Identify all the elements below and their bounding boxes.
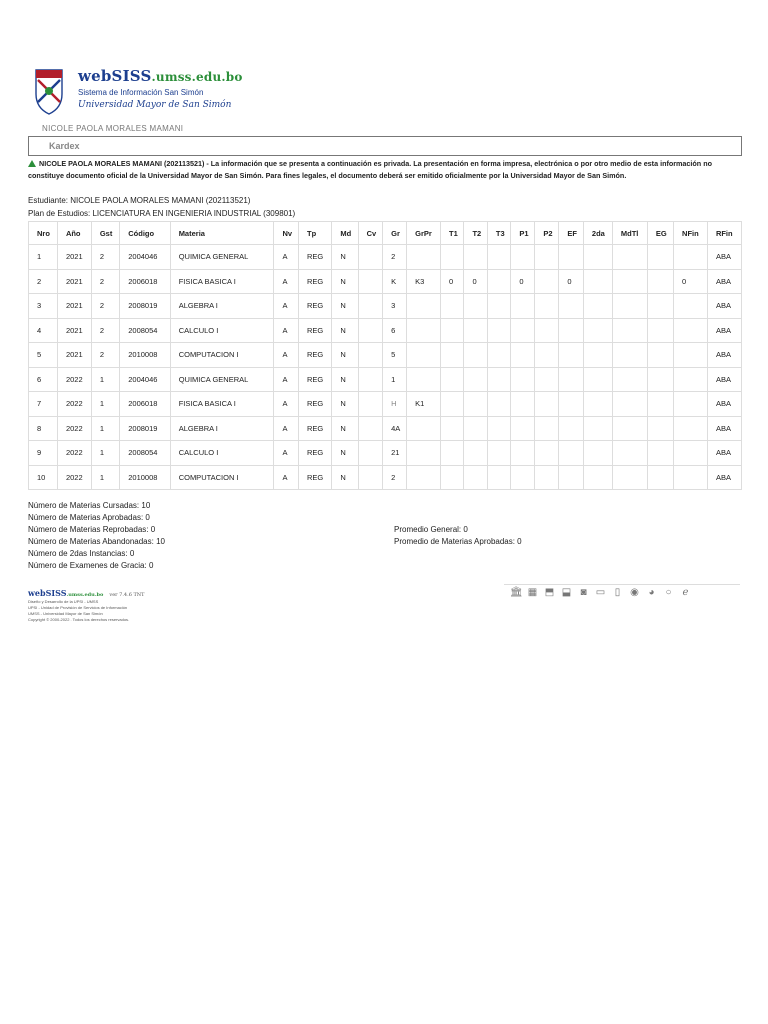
table-cell: 2 — [91, 294, 119, 319]
table-cell: 2008054 — [120, 318, 170, 343]
table-cell — [511, 294, 535, 319]
table-cell — [441, 318, 464, 343]
table-cell: A — [274, 392, 299, 417]
table-cell: FISICA BASICA I — [170, 392, 274, 417]
table-cell — [511, 416, 535, 441]
table-cell — [674, 318, 708, 343]
table-cell — [559, 245, 584, 270]
table-cell: 5 — [383, 343, 407, 368]
column-header: Nv — [274, 222, 299, 245]
table-cell — [559, 367, 584, 392]
table-row — [29, 392, 742, 417]
chrome-icon[interactable]: ◉ — [630, 587, 639, 598]
table-cell — [441, 343, 464, 368]
table-cell: N — [332, 416, 358, 441]
table-cell — [583, 465, 612, 490]
table-body — [29, 245, 742, 490]
table-cell: A — [274, 318, 299, 343]
table-cell — [487, 269, 510, 294]
table-cell: 6 — [383, 318, 407, 343]
table-cell: FISICA BASICA I — [170, 269, 274, 294]
column-header: T1 — [441, 222, 464, 245]
table-cell: ABA — [707, 416, 741, 441]
table-cell: REG — [299, 294, 332, 319]
table-cell: N — [332, 245, 358, 270]
stat-cursadas: Número de Materias Cursadas: 10 — [28, 501, 151, 510]
plan-line: Plan de Estudios: LICENCIATURA EN INGENIERIA INDUSTRIAL (309801) — [28, 209, 296, 218]
column-header: Nro — [29, 222, 58, 245]
table-cell — [583, 318, 612, 343]
table-cell — [441, 294, 464, 319]
table-cell: 2008019 — [120, 416, 170, 441]
table-cell — [535, 392, 559, 417]
table-cell — [612, 343, 647, 368]
table-cell — [407, 416, 441, 441]
table-row — [29, 245, 742, 270]
table-cell — [535, 269, 559, 294]
table-cell — [674, 416, 708, 441]
table-cell: H — [383, 392, 407, 417]
table-cell: 2021 — [57, 245, 91, 270]
table-cell — [612, 318, 647, 343]
footer-icons — [510, 587, 691, 599]
table-cell — [612, 294, 647, 319]
table-cell: 0 — [464, 269, 487, 294]
table-cell — [407, 294, 441, 319]
table-cell — [674, 294, 708, 319]
table-cell — [674, 343, 708, 368]
table-cell — [487, 441, 510, 466]
stats-left — [28, 500, 165, 572]
table-row — [29, 416, 742, 441]
table-cell — [358, 318, 383, 343]
table-cell: 7 — [29, 392, 58, 417]
footer-credits: Diseño y Desarrollo de la UPSI - UMSS UPSI - Unidad de Provisión de Servicios de Información UMSS - Universidad Mayor de San Simón Copyright © 2000-2022 . Todos los derechos reservados. — [28, 599, 130, 622]
column-header: 2da — [583, 222, 612, 245]
table-cell: 1 — [91, 465, 119, 490]
table-cell — [612, 245, 647, 270]
table-cell — [647, 392, 673, 417]
table-cell — [583, 343, 612, 368]
table-cell: 4A — [383, 416, 407, 441]
table-cell — [464, 416, 487, 441]
table-cell: 2 — [29, 269, 58, 294]
table-cell: 1 — [383, 367, 407, 392]
table-cell — [612, 367, 647, 392]
table-cell: N — [332, 269, 358, 294]
table-cell — [511, 318, 535, 343]
table-cell — [358, 465, 383, 490]
table-cell — [464, 392, 487, 417]
table-cell: 1 — [91, 416, 119, 441]
table-cell — [647, 416, 673, 441]
table-cell — [407, 367, 441, 392]
table-cell: 0 — [674, 269, 708, 294]
stat-reprobadas: Número de Materias Reprobadas: 0 — [28, 525, 156, 534]
table-cell — [407, 318, 441, 343]
column-header: Gr — [383, 222, 407, 245]
column-header: NFin — [674, 222, 708, 245]
table-cell: 3 — [29, 294, 58, 319]
table-cell: ABA — [707, 392, 741, 417]
table-cell — [647, 343, 673, 368]
table-cell: REG — [299, 441, 332, 466]
table-cell — [647, 441, 673, 466]
table-cell: N — [332, 465, 358, 490]
table-cell: 1 — [29, 245, 58, 270]
section-title: Kardex — [49, 141, 80, 151]
table-cell — [674, 441, 708, 466]
table-cell: K — [383, 269, 407, 294]
table-cell — [511, 245, 535, 270]
table-cell — [612, 441, 647, 466]
table-cell: COMPUTACION I — [170, 343, 274, 368]
table-cell: N — [332, 392, 358, 417]
table-cell: 2021 — [57, 269, 91, 294]
table-cell: ABA — [707, 269, 741, 294]
table-cell — [358, 441, 383, 466]
table-cell — [583, 392, 612, 417]
table-cell — [583, 367, 612, 392]
table-cell: K1 — [407, 392, 441, 417]
table-cell — [612, 392, 647, 417]
table-cell: ABA — [707, 441, 741, 466]
column-header: EF — [559, 222, 584, 245]
table-cell: CALCULO I — [170, 318, 274, 343]
table-cell — [583, 294, 612, 319]
table-cell — [583, 416, 612, 441]
column-header: GrPr — [407, 222, 441, 245]
table-cell: A — [274, 245, 299, 270]
table-cell — [674, 367, 708, 392]
table-cell: 9 — [29, 441, 58, 466]
table-cell: ABA — [707, 343, 741, 368]
table-cell — [464, 367, 487, 392]
table-cell — [511, 392, 535, 417]
table-cell — [647, 269, 673, 294]
table-cell — [511, 343, 535, 368]
table-cell — [559, 416, 584, 441]
table-cell: ALGEBRA I — [170, 294, 274, 319]
table-cell — [441, 367, 464, 392]
stat-promedio-general: Promedio General: 0 — [394, 525, 468, 534]
brand-subtitle: Sistema de Información San Simón — [78, 88, 204, 97]
table-cell: 5 — [29, 343, 58, 368]
table-cell — [487, 294, 510, 319]
table-row — [29, 441, 742, 466]
table-cell — [535, 343, 559, 368]
table-cell — [441, 416, 464, 441]
table-cell: 2022 — [57, 367, 91, 392]
table-cell: REG — [299, 416, 332, 441]
table-cell — [464, 343, 487, 368]
table-cell: A — [274, 343, 299, 368]
opera-icon[interactable]: ○ — [665, 587, 672, 598]
table-cell — [535, 294, 559, 319]
footer-branding — [28, 588, 145, 623]
footer-divider — [504, 584, 740, 585]
table-cell: 2021 — [57, 343, 91, 368]
column-header: Gst — [91, 222, 119, 245]
table-cell — [407, 343, 441, 368]
table-row — [29, 269, 742, 294]
table-cell: REG — [299, 245, 332, 270]
table-cell — [647, 294, 673, 319]
table-cell: 2006018 — [120, 269, 170, 294]
table-cell: CALCULO I — [170, 441, 274, 466]
table-cell: REG — [299, 367, 332, 392]
stats-right — [394, 524, 522, 548]
institution-icon[interactable]: 🏛 — [510, 587, 523, 598]
table-cell: ABA — [707, 245, 741, 270]
table-cell: 2021 — [57, 318, 91, 343]
table-cell — [559, 343, 584, 368]
firefox-icon[interactable]: ◕ — [648, 587, 655, 598]
table-cell — [559, 294, 584, 319]
table-row — [29, 294, 742, 319]
table-cell: 0 — [559, 269, 584, 294]
table-cell — [511, 367, 535, 392]
stat-segundas: Número de 2das Instancias: 0 — [28, 549, 135, 558]
table-cell — [441, 441, 464, 466]
table-cell — [358, 392, 383, 417]
table-cell — [358, 294, 383, 319]
table-cell: 10 — [29, 465, 58, 490]
table-cell: 2 — [91, 269, 119, 294]
table-cell: K3 — [407, 269, 441, 294]
table-cell: A — [274, 367, 299, 392]
footer-version: ver 7.4.6 TNT — [109, 592, 145, 598]
table-cell: 2 — [91, 343, 119, 368]
kardex-table — [28, 221, 742, 490]
table-cell: 2022 — [57, 441, 91, 466]
table-cell: 2008019 — [120, 294, 170, 319]
table-cell — [612, 416, 647, 441]
table-cell: 2010008 — [120, 343, 170, 368]
table-row — [29, 343, 742, 368]
table-cell — [647, 465, 673, 490]
table-cell: 2021 — [57, 294, 91, 319]
table-cell: 2 — [91, 245, 119, 270]
column-header: Código — [120, 222, 170, 245]
table-cell — [487, 465, 510, 490]
column-header: RFin — [707, 222, 741, 245]
table-cell: QUIMICA GENERAL — [170, 367, 274, 392]
table-cell: 2022 — [57, 465, 91, 490]
table-cell — [559, 465, 584, 490]
table-cell: N — [332, 318, 358, 343]
table-cell: 0 — [441, 269, 464, 294]
table-cell — [583, 269, 612, 294]
table-cell: REG — [299, 269, 332, 294]
table-cell — [358, 416, 383, 441]
table-cell: 0 — [511, 269, 535, 294]
table-cell: A — [274, 269, 299, 294]
table-cell — [535, 465, 559, 490]
table-cell: 2022 — [57, 416, 91, 441]
table-cell: ABA — [707, 465, 741, 490]
warning-icon — [28, 160, 36, 167]
table-cell — [559, 392, 584, 417]
table-cell: 6 — [29, 367, 58, 392]
column-header: Tp — [299, 222, 332, 245]
column-header: T2 — [464, 222, 487, 245]
table-cell — [535, 245, 559, 270]
column-header: P2 — [535, 222, 559, 245]
stat-gracia: Número de Examenes de Gracia: 0 — [28, 561, 154, 570]
table-cell: 1 — [91, 367, 119, 392]
table-cell: ABA — [707, 318, 741, 343]
table-cell — [487, 392, 510, 417]
table-cell — [647, 318, 673, 343]
brand-block — [78, 67, 243, 110]
css3-icon[interactable]: ⬓ — [561, 587, 572, 598]
table-cell: 4 — [29, 318, 58, 343]
table-cell: REG — [299, 392, 332, 417]
skype-icon[interactable]: ◙ — [580, 587, 587, 598]
html5-icon[interactable]: ⬒ — [544, 587, 555, 598]
table-cell — [407, 465, 441, 490]
table-cell: 2008054 — [120, 441, 170, 466]
column-header: Año — [57, 222, 91, 245]
table-cell — [535, 318, 559, 343]
column-header: T3 — [487, 222, 510, 245]
table-cell: A — [274, 465, 299, 490]
table-cell — [358, 269, 383, 294]
column-header: Md — [332, 222, 358, 245]
table-cell: 2004046 — [120, 245, 170, 270]
column-header: Materia — [170, 222, 274, 245]
table-cell: 1 — [91, 441, 119, 466]
table-cell — [647, 367, 673, 392]
table-cell — [647, 245, 673, 270]
table-cell: N — [332, 294, 358, 319]
table-cell — [511, 441, 535, 466]
table-cell: ABA — [707, 294, 741, 319]
table-cell: N — [332, 441, 358, 466]
table-row — [29, 318, 742, 343]
table-cell: 2006018 — [120, 392, 170, 417]
table-cell — [441, 465, 464, 490]
table-cell — [407, 441, 441, 466]
table-cell: REG — [299, 465, 332, 490]
table-cell — [674, 465, 708, 490]
table-cell: N — [332, 367, 358, 392]
table-cell: COMPUTACION I — [170, 465, 274, 490]
table-cell — [559, 318, 584, 343]
table-cell — [535, 367, 559, 392]
table-cell: 2010008 — [120, 465, 170, 490]
table-cell — [441, 392, 464, 417]
table-cell: 3 — [383, 294, 407, 319]
ie-icon[interactable]: ℯ — [682, 587, 689, 598]
table-cell — [583, 441, 612, 466]
table-cell: 2 — [383, 465, 407, 490]
table-cell: A — [274, 416, 299, 441]
table-cell — [487, 245, 510, 270]
table-cell — [511, 465, 535, 490]
table-cell — [407, 245, 441, 270]
notice-text: NICOLE PAOLA MORALES MAMANI (202113521) - La información que se presenta a continuación es privada. La presentación en forma impresa, electrónica o por otro medio de esta información no constituye documento oficial de la Universidad Mayor de San Simón. Para fines legales, el documento deberá ser emitido oficialmente por la Universidad Mayor de San Simón. — [28, 159, 712, 180]
table-cell: 2 — [383, 245, 407, 270]
table-cell: 2 — [91, 318, 119, 343]
university-name: Universidad Mayor de San Simón — [78, 100, 232, 110]
stat-aprobadas: Número de Materias Aprobadas: 0 — [28, 513, 150, 522]
table-cell — [535, 416, 559, 441]
table-cell — [583, 245, 612, 270]
window-icon[interactable]: ▭ — [595, 587, 606, 598]
table-header-row — [29, 222, 742, 245]
column-header: EG — [647, 222, 673, 245]
table-cell: ALGEBRA I — [170, 416, 274, 441]
table-cell — [464, 441, 487, 466]
table-cell — [487, 318, 510, 343]
student-line: Estudiante: NICOLE PAOLA MORALES MAMANI (202113521) — [28, 196, 251, 205]
table-cell — [674, 392, 708, 417]
table-cell: 2022 — [57, 392, 91, 417]
mobile-icon[interactable]: ▯ — [614, 587, 621, 598]
table-cell — [612, 465, 647, 490]
table-cell — [612, 269, 647, 294]
table-cell — [441, 245, 464, 270]
table-cell: A — [274, 294, 299, 319]
table-cell — [674, 245, 708, 270]
table-cell — [487, 343, 510, 368]
table-cell — [487, 367, 510, 392]
table-cell: 2004046 — [120, 367, 170, 392]
table-cell — [487, 416, 510, 441]
logged-user-name: NICOLE PAOLA MORALES MAMANI — [42, 124, 184, 133]
table-cell: 8 — [29, 416, 58, 441]
stat-promedio-aprobadas: Promedio de Materias Aprobadas: 0 — [394, 537, 522, 546]
table-cell — [464, 245, 487, 270]
table-row — [29, 465, 742, 490]
table-cell: N — [332, 343, 358, 368]
table-cell: ABA — [707, 367, 741, 392]
table-cell: 1 — [91, 392, 119, 417]
table-cell: REG — [299, 318, 332, 343]
column-header: Cv — [358, 222, 383, 245]
table-cell — [535, 441, 559, 466]
table-cell: QUIMICA GENERAL — [170, 245, 274, 270]
stat-abandonadas: Número de Materias Abandonadas: 10 — [28, 537, 165, 546]
page-header — [34, 64, 734, 134]
table-row — [29, 367, 742, 392]
privacy-notice — [28, 158, 742, 181]
column-header: MdTl — [612, 222, 647, 245]
table-cell — [358, 343, 383, 368]
table-cell — [358, 245, 383, 270]
table-cell: A — [274, 441, 299, 466]
table-cell — [358, 367, 383, 392]
table-cell — [559, 441, 584, 466]
column-header: P1 — [511, 222, 535, 245]
footer-brand[interactable]: webSISS.umss.edu.bo ver 7.4.6 TNT — [28, 588, 145, 598]
calendar-icon[interactable]: ▦ — [527, 587, 538, 598]
brand-name[interactable]: webSISS.umss.edu.bo — [78, 67, 243, 85]
table-cell — [464, 318, 487, 343]
university-shield-logo — [34, 68, 64, 116]
table-cell: 21 — [383, 441, 407, 466]
table-cell: REG — [299, 343, 332, 368]
kardex-section-header — [28, 136, 742, 156]
table-cell — [464, 294, 487, 319]
table-cell — [464, 465, 487, 490]
